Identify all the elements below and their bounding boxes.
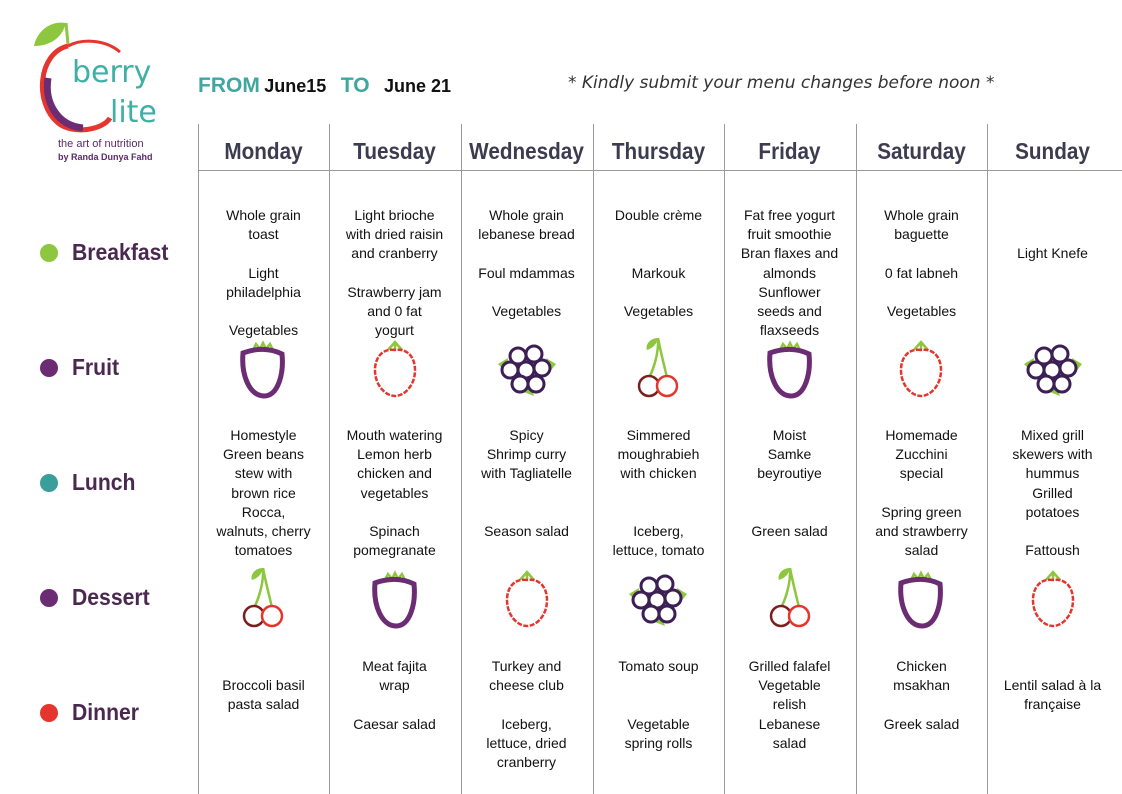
dinner-cell-tuesday: Meat fajita wrap Caesar salad xyxy=(353,658,436,732)
lunch-cell-friday: Moist Samke beyroutiye Green salad xyxy=(751,427,828,540)
meal-label: Breakfast xyxy=(72,239,169,265)
plum-icon xyxy=(757,336,823,402)
fruit-icon-sunday xyxy=(1020,334,1086,400)
fruit-icon-tuesday xyxy=(362,336,428,402)
brand-word-berry: berry xyxy=(72,55,152,90)
day-header-saturday: Saturday xyxy=(877,138,966,164)
lunch-cell-sunday: Mixed grill skewers with hummus Grilled potatoes Fattoush xyxy=(1012,427,1093,559)
brand-tagline: the art of nutrition xyxy=(58,138,144,150)
breakfast-cell-wednesday: Whole grain lebanese bread Foul mdammas Vegetables xyxy=(478,207,575,320)
breakfast-cell-sunday: Light Knefe xyxy=(1017,245,1088,262)
breakfast-cell-tuesday: Light brioche with dried raisin and cranberry Strawberry jam and 0 fat yogurt xyxy=(345,207,444,339)
breakfast-cell-thursday: Double crème Markouk Vegetables xyxy=(614,207,703,320)
meal-dinner xyxy=(40,699,145,726)
meal-label: Fruit xyxy=(72,354,120,380)
dinner-cell-thursday: Tomato soup Vegetable spring rolls xyxy=(618,658,699,751)
lunch-cell-monday: Homestyle Green beans stew with brown rice Rocca, walnuts, cherry tomatoes xyxy=(216,427,311,559)
meal-label: Dinner xyxy=(72,699,140,725)
brand-word-lite: lite xyxy=(110,95,157,130)
dinner-cell-wednesday: Turkey and cheese club Iceberg, lettuce, dried cranberry xyxy=(486,658,567,771)
breakfast-cell-saturday: Whole grain baguette 0 fat labneh Vegetables xyxy=(884,207,959,320)
day-header-monday: Monday xyxy=(224,138,303,164)
strawberry-icon xyxy=(362,336,428,402)
meal-dot xyxy=(40,474,58,492)
breakfast-cell-friday: Fat free yogurt fruit smoothie Bran flaxes and almonds Sunflower seeds and flaxseeds xyxy=(740,207,839,339)
dessert-icon-monday xyxy=(230,564,296,630)
meal-label: Dessert xyxy=(72,584,150,610)
cherry-icon xyxy=(757,564,823,630)
fruit-icon-monday xyxy=(230,336,296,402)
strawberry-icon xyxy=(494,566,560,632)
fruit-icon-thursday xyxy=(625,334,691,400)
lunch-cell-saturday: Homemade Zucchini special Spring green and strawberry salad xyxy=(875,427,968,559)
meal-lunch xyxy=(40,469,141,496)
dessert-icon-wednesday xyxy=(494,566,560,632)
cherry-icon xyxy=(625,334,691,400)
breakfast-cell-monday: Whole grain toast Light philadelphia Vegetables xyxy=(226,207,301,339)
plum-icon xyxy=(230,336,296,402)
day-header-thursday: Thursday xyxy=(611,138,706,164)
day-header-wednesday: Wednesday xyxy=(469,138,584,164)
day-header-sunday: Sunday xyxy=(1015,138,1090,164)
dessert-icon-tuesday xyxy=(362,566,428,632)
meal-dot xyxy=(40,244,58,262)
berries-icon xyxy=(494,334,560,400)
day-header-tuesday: Tuesday xyxy=(353,138,436,164)
fruit-icon-friday xyxy=(757,336,823,402)
dessert-icon-thursday xyxy=(625,564,691,630)
meal-fruit xyxy=(40,354,123,381)
submission-notice: * Kindly submit your menu changes before noon * xyxy=(568,73,995,93)
to-date: June 21 xyxy=(384,76,452,96)
cherry-icon xyxy=(230,564,296,630)
dessert-icon-saturday xyxy=(888,566,954,632)
header-divider xyxy=(198,170,1122,171)
from-date: June15 xyxy=(264,76,327,96)
lunch-cell-thursday: Simmered moughrabieh with chicken Iceberg, lettuce, tomato xyxy=(612,427,705,559)
plum-icon xyxy=(362,566,428,632)
dessert-icon-friday xyxy=(757,564,823,630)
meal-dot xyxy=(40,589,58,607)
lunch-cell-wednesday: Spicy Shrimp curry with Tagliatelle Season salad xyxy=(481,427,572,540)
brand-byline: by Randa Dunya Fahd xyxy=(58,152,153,162)
meal-dot xyxy=(40,704,58,722)
dinner-cell-monday: Broccoli basil pasta salad xyxy=(222,677,305,713)
date-range xyxy=(198,74,451,98)
berries-icon xyxy=(1020,334,1086,400)
day-header-friday: Friday xyxy=(758,138,821,164)
dinner-cell-sunday: Lentil salad à la française xyxy=(1003,677,1102,713)
plum-icon xyxy=(888,566,954,632)
strawberry-icon xyxy=(1020,566,1086,632)
strawberry-icon xyxy=(888,336,954,402)
meal-dessert xyxy=(40,584,156,611)
dinner-cell-saturday: Chicken msakhan Greek salad xyxy=(883,658,960,732)
meal-breakfast xyxy=(40,239,177,266)
lunch-cell-tuesday: Mouth watering Lemon herb chicken and vegetables Spinach pomegranate xyxy=(346,427,443,559)
to-label: TO xyxy=(340,74,370,97)
meal-label: Lunch xyxy=(72,469,136,495)
meal-dot xyxy=(40,359,58,377)
fruit-icon-saturday xyxy=(888,336,954,402)
dessert-icon-sunday xyxy=(1020,566,1086,632)
berries-icon xyxy=(625,564,691,630)
dinner-cell-friday: Grilled falafel Vegetable relish Lebanese salad xyxy=(748,658,831,751)
from-label: FROM xyxy=(198,74,260,97)
fruit-icon-wednesday xyxy=(494,334,560,400)
